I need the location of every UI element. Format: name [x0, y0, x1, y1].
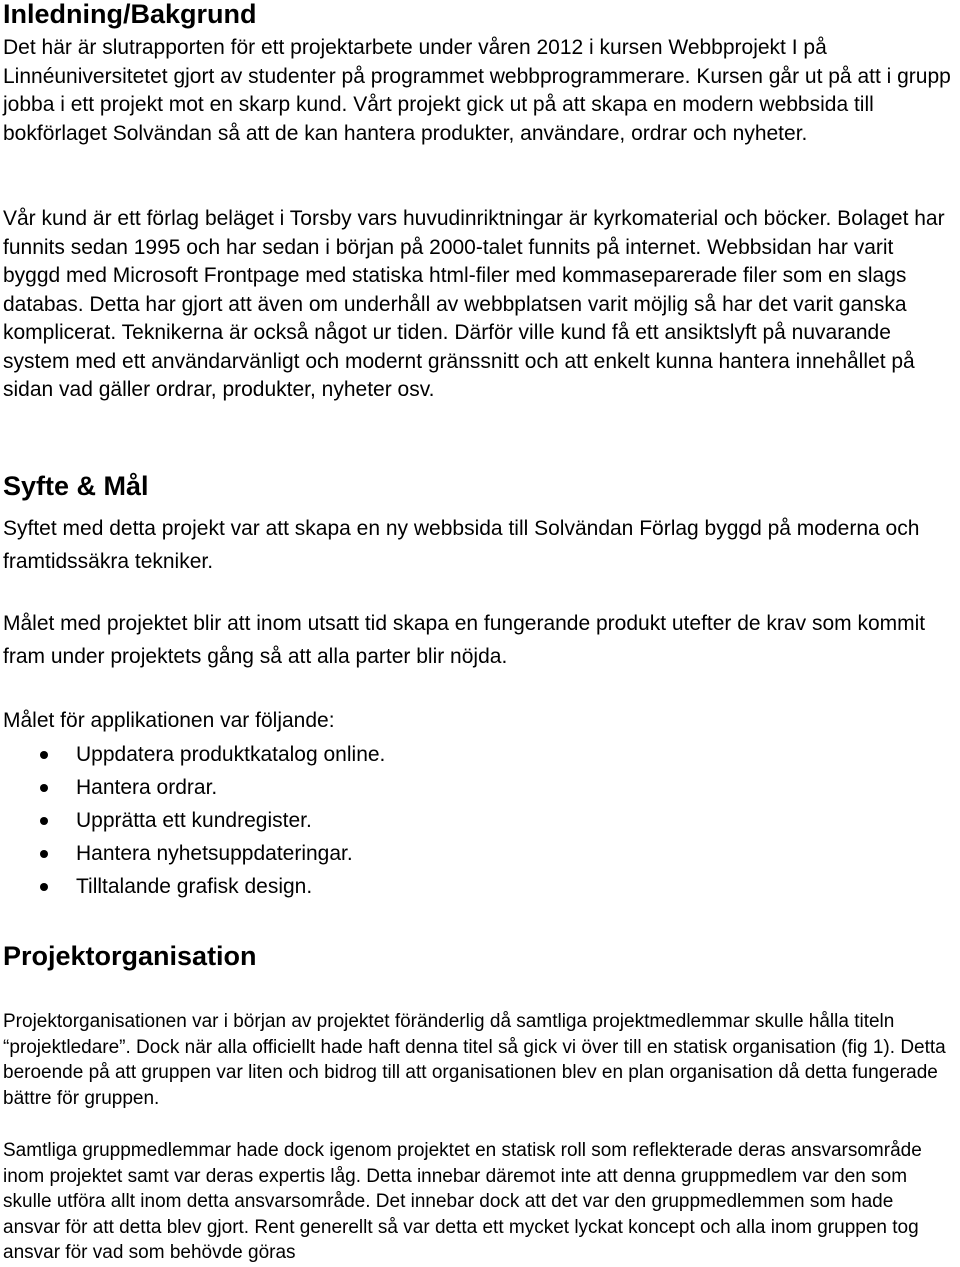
org-paragraph-2: Samtliga gruppmedlemmar hade dock igenom projektet en statisk roll som reflekterade deras ansvarsområde inom projektet samt var deras expertis låg. Detta innebar däremot inte att denna gruppmedlem var den som skulle utföra allt inom detta ansvarsområde. Det innebar dock att det var den gruppmedlemmen som hade ansvar för att detta blev gjort. Rent generellt så var detta ett mycket lyckat koncept och alla inom gruppen tog ansvar för vad som behövde göras — [3, 1140, 922, 1263]
list-item-text: Hantera nyhetsuppdateringar. — [76, 842, 353, 865]
list-item-text: Upprätta ett kundregister. — [76, 809, 312, 832]
heading-goals: Syfte & Mål — [3, 471, 149, 501]
heading-organisation: Projektorganisation — [3, 941, 257, 971]
list-item — [3, 804, 385, 837]
intro-paragraph-2: Vår kund är ett förlag beläget i Torsby vars huvudinriktningar är kyrkomaterial och böcker. Bolaget har funnits sedan 1995 och har sedan i början på 2000-talet funnits på internet. Webbsidan har varit byggd med Microsoft Frontpage med statiska html-filer med kommaseparerade filer som en slags databas. Detta har gjort att även om underhåll av webbplatsen varit möjlig så har det varit ganska komplicerat. Teknikerna är också något ur tiden. Därför ville kund få ett ansiktslyft på nuvarande system med ett användarvänligt och modernt gränssnitt och att enkelt kunna hantera innehållet på sidan vad gäller ordrar, produkter, nyheter osv. — [3, 207, 945, 401]
bullet-icon — [40, 883, 48, 891]
list-item — [3, 870, 385, 903]
goals-list — [3, 738, 385, 903]
goals-list-intro: Målet för applikationen var följande: — [3, 709, 335, 732]
list-item — [3, 738, 385, 771]
list-item-text: Uppdatera produktkatalog online. — [76, 743, 386, 766]
heading-intro: Inledning/Bakgrund — [3, 0, 257, 29]
list-item-text: Hantera ordrar. — [76, 776, 218, 799]
bullet-icon — [40, 817, 48, 825]
list-item-text: Tilltalande grafisk design. — [76, 875, 313, 898]
list-item — [3, 771, 385, 804]
bullet-icon — [40, 784, 48, 792]
bullet-icon — [40, 751, 48, 759]
org-paragraph-1: Projektorganisationen var i början av projektet föränderlig då samtliga projektmedlemmar skulle hålla titeln “projektledare”. Dock när alla officiellt hade haft denna titel så gick vi över till en statisk organisation (fig 1). Detta beroende på att gruppen var liten och bidrog till att organisationen blev en plan organisation då detta fungerade bättre för gruppen. — [3, 1011, 946, 1109]
bullet-icon — [40, 850, 48, 858]
goals-paragraph-1: Syftet med detta projekt var att skapa en ny webbsida till Solvändan Förlag byggd på moderna och framtidssäkra tekniker. — [3, 517, 920, 573]
goals-paragraph-2: Målet med projektet blir att inom utsatt tid skapa en fungerande produkt utefter de krav som kommit fram under projektets gång så att alla parter blir nöjda. — [3, 612, 926, 668]
intro-paragraph-1: Det här är slutrapporten för ett projektarbete under våren 2012 i kursen Webbprojekt I på Linnéuniversitetet gjort av studenter på programmet webbprogrammerare. Kursen går ut på att i grupp jobba i ett projekt mot en skarp kund. Vårt projekt gick ut på att skapa en modern webbsida till bokförlaget Solvändan så att de kan hantera produkter, användare, ordrar och nyheter. — [3, 36, 951, 145]
list-item — [3, 837, 385, 870]
